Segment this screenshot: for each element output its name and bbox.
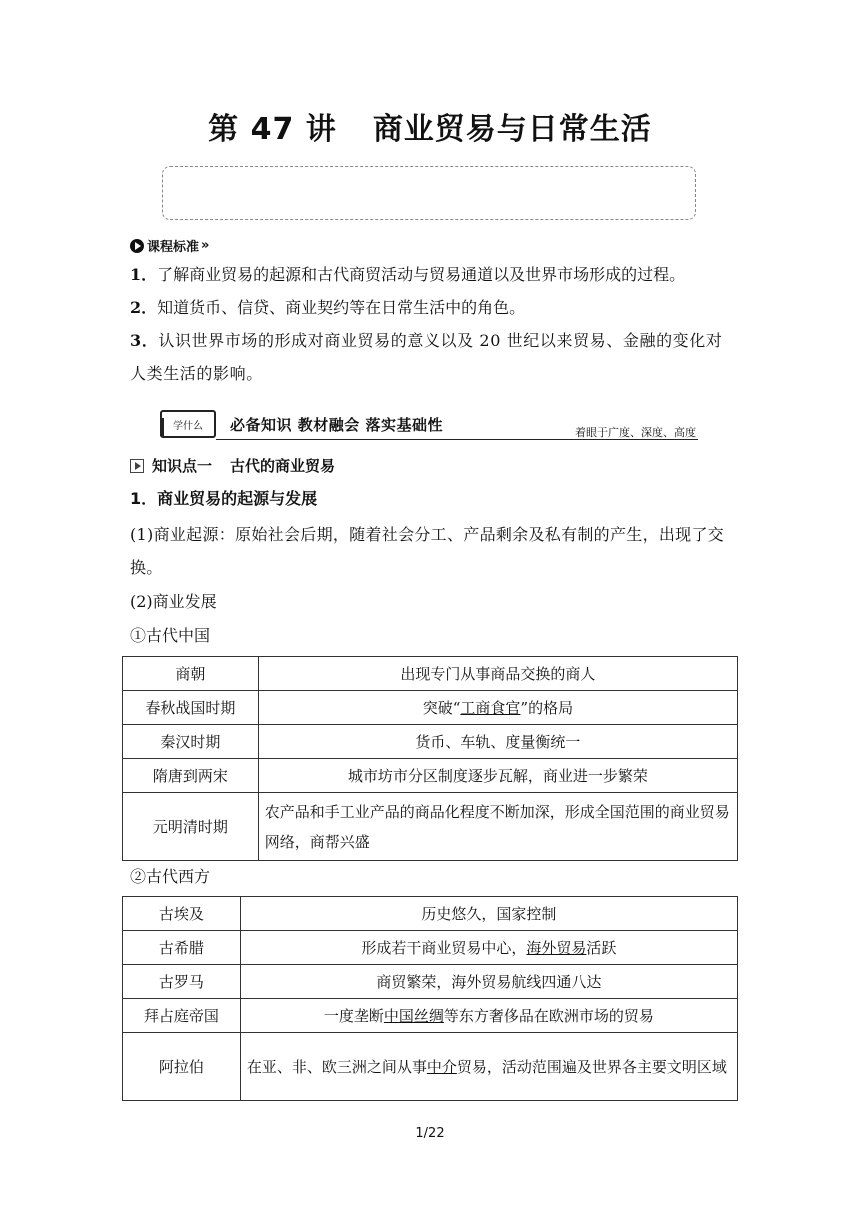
section-banner — [160, 410, 698, 442]
table-row: 商朝 出现专门从事商品交换的商人 — [123, 657, 738, 691]
play-circle-icon — [130, 239, 144, 253]
knowledge-point-heading: 知识点一 古代的商业贸易 — [130, 455, 335, 476]
lecture-title: 商业贸易与日常生活 — [372, 112, 652, 147]
table-row: 古罗马 商贸繁荣，海外贸易航线四通八达 — [123, 965, 738, 999]
development-heading: (2)商业发展 — [130, 592, 217, 611]
page-title — [0, 104, 860, 148]
standard-item: 2．知道货币、信贷、商业契约等在日常生活中的角色。 — [130, 298, 526, 317]
china-label: ①古代中国 — [130, 626, 211, 645]
dashed-placeholder-box — [162, 166, 696, 220]
table-row: 古埃及 历史悠久，国家控制 — [123, 897, 738, 931]
banner-side-text: 着眼于广度、深度、高度 — [575, 426, 696, 439]
table-row: 元明清时期 农产品和手工业产品的商品化程度不断加深，形成全国范围的商业贸易网络，商帮兴盛 — [123, 793, 738, 861]
banner-logo: 学什么 — [160, 410, 216, 438]
banner-main-text: 必备知识 教材融会 落实基础性 — [230, 416, 443, 434]
origin-paragraph: (1)商业起源：原始社会后期，随着社会分工、产品剩余及私有制的产生，出现了交换。 — [130, 525, 725, 577]
banner-underline — [216, 439, 698, 440]
course-standard-label: 课程标准 — [147, 240, 200, 255]
page-number: 1/22 — [415, 1126, 445, 1141]
double-chevron-icon: » — [201, 238, 210, 253]
standard-item: 3．认识世界市场的形成对商业贸易的意义以及 20 世纪以来贸易、金融的变化对人类生活的影响。 — [130, 331, 723, 383]
lecture-number: 第 47 讲 — [208, 112, 337, 147]
ancient-china-table — [122, 656, 738, 861]
west-label: ②古代西方 — [130, 867, 211, 886]
table-row: 春秋战国时期 突破“工商食官”的格局 — [123, 691, 738, 725]
section-heading: 1．商业贸易的起源与发展 — [130, 489, 318, 508]
table-row: 阿拉伯 在亚、非、欧三洲之间从事中介贸易，活动范围遍及世界各主要文明区域 — [123, 1033, 738, 1101]
table-row: 古希腊 形成若干商业贸易中心，海外贸易活跃 — [123, 931, 738, 965]
table-row: 隋唐到两宋 城市坊市分区制度逐步瓦解，商业进一步繁荣 — [123, 759, 738, 793]
table-row: 拜占庭帝国 一度垄断中国丝绸等东方奢侈品在欧洲市场的贸易 — [123, 999, 738, 1033]
ancient-west-table — [122, 896, 738, 1101]
course-standard-tag — [130, 236, 209, 255]
standard-item: 1．了解商业贸易的起源和古代商贸活动与贸易通道以及世界市场形成的过程。 — [130, 265, 686, 284]
play-square-icon — [130, 459, 144, 473]
table-row: 秦汉时期 货币、车轨、度量衡统一 — [123, 725, 738, 759]
